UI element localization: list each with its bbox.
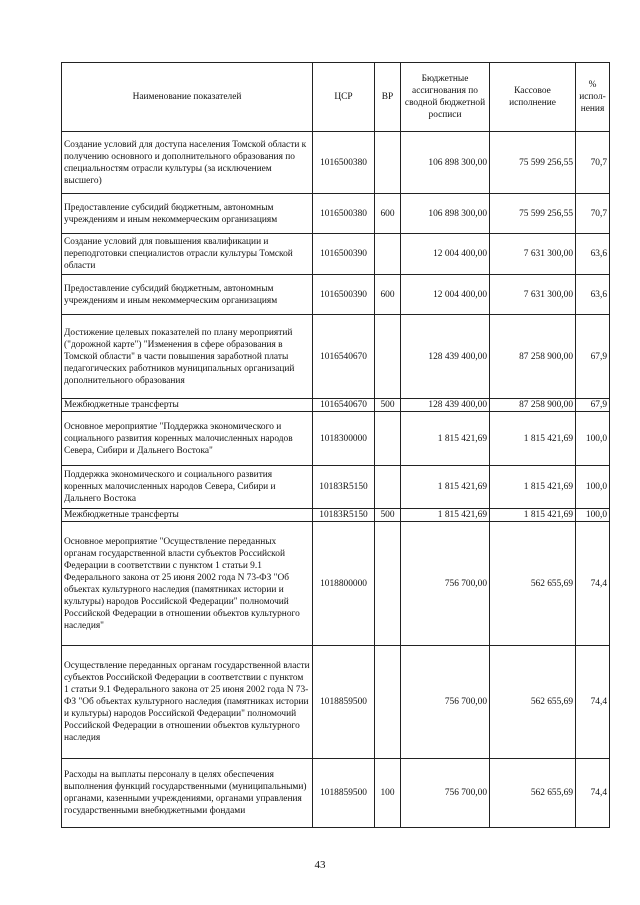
row-name: Предоставление субсидий бюджетным, автономным учреждениям и иным некоммерческим организациям	[62, 275, 313, 315]
row-vr: 100	[375, 759, 401, 828]
table-row	[62, 315, 610, 399]
row-csr: 10183R5150	[313, 509, 375, 522]
header-vr: ВР	[375, 63, 401, 132]
row-cash: 562 655,69	[490, 522, 576, 646]
row-csr: 1016500380	[313, 194, 375, 234]
row-percent: 63,6	[576, 234, 610, 275]
table-row	[62, 194, 610, 234]
table-header-row	[62, 63, 610, 132]
row-budget: 756 700,00	[401, 759, 490, 828]
row-vr	[375, 132, 401, 194]
row-budget: 128 439 400,00	[401, 399, 490, 412]
row-cash: 1 815 421,69	[490, 509, 576, 522]
header-percent: % испол-нения	[576, 63, 610, 132]
row-name: Осуществление переданных органам государственной власти субъектов Российской Федерации в соответствии с пунктом 1 статьи 9.1 Федерального закона от 25 июня 2002 года N 73-ФЗ "Об объектах культурного наследия (памятниках истории и культуры) народов Российской Федерации" полномочий Российской Федерации в отношении объектов культурного наследия	[62, 646, 313, 759]
row-percent: 70,7	[576, 194, 610, 234]
row-name: Основное мероприятие "Поддержка экономического и социального развития коренных малочисленных народов Севера, Сибири и Дальнего Востока"	[62, 412, 313, 466]
row-csr: 1018300000	[313, 412, 375, 466]
row-budget: 106 898 300,00	[401, 132, 490, 194]
row-vr	[375, 466, 401, 509]
row-budget: 1 815 421,69	[401, 412, 490, 466]
row-name: Поддержка экономического и социального развития коренных малочисленных народов Севера, Сибири и Дальнего Востока	[62, 466, 313, 509]
row-csr: 10183R5150	[313, 466, 375, 509]
row-csr: 1016540670	[313, 315, 375, 399]
row-vr: 500	[375, 509, 401, 522]
budget-execution-table	[61, 62, 610, 828]
row-name: Межбюджетные трансферты	[62, 509, 313, 522]
row-vr	[375, 234, 401, 275]
row-cash: 1 815 421,69	[490, 466, 576, 509]
row-vr	[375, 315, 401, 399]
row-cash: 75 599 256,55	[490, 132, 576, 194]
row-vr	[375, 522, 401, 646]
row-budget: 12 004 400,00	[401, 234, 490, 275]
row-percent: 67,9	[576, 315, 610, 399]
row-cash: 562 655,69	[490, 646, 576, 759]
row-name: Основное мероприятие "Осуществление переданных органам государственной власти субъектов Российской Федерации в соответствии с пунктом 1 статьи 9.1 Федерального закона от 25 июня 2002 года N 73-ФЗ "Об объектах культурного наследия (памятниках истории и культуры) народов Российской Федерации" полномочий Российской Федерации в отношении объектов культурного наследия"	[62, 522, 313, 646]
table-row	[62, 132, 610, 194]
row-vr: 500	[375, 399, 401, 412]
row-budget: 106 898 300,00	[401, 194, 490, 234]
table-row	[62, 646, 610, 759]
row-budget: 1 815 421,69	[401, 466, 490, 509]
table-row	[62, 275, 610, 315]
row-percent: 63,6	[576, 275, 610, 315]
row-budget: 12 004 400,00	[401, 275, 490, 315]
row-csr: 1016500390	[313, 234, 375, 275]
table-row	[62, 466, 610, 509]
table-row	[62, 522, 610, 646]
row-csr: 1018800000	[313, 522, 375, 646]
header-budget: Бюджетные ассигнования по сводной бюджетной росписи	[401, 63, 490, 132]
row-vr	[375, 412, 401, 466]
row-percent: 74,4	[576, 522, 610, 646]
table-row	[62, 399, 610, 412]
row-percent: 100,0	[576, 466, 610, 509]
row-name: Межбюджетные трансферты	[62, 399, 313, 412]
header-csr: ЦСР	[313, 63, 375, 132]
row-cash: 87 258 900,00	[490, 399, 576, 412]
row-budget: 128 439 400,00	[401, 315, 490, 399]
table-row	[62, 759, 610, 828]
row-name: Создание условий для повышения квалификации и переподготовки специалистов отрасли культуры Томской области	[62, 234, 313, 275]
row-percent: 67,9	[576, 399, 610, 412]
row-name: Расходы на выплаты персоналу в целях обеспечения выполнения функций государственными (муниципальными) органами, казенными учреждениями, органами управления государственными внебюджетными фондами	[62, 759, 313, 828]
row-percent: 74,4	[576, 646, 610, 759]
row-cash: 562 655,69	[490, 759, 576, 828]
row-csr: 1016500380	[313, 132, 375, 194]
row-vr: 600	[375, 194, 401, 234]
row-vr: 600	[375, 275, 401, 315]
header-cash: Кассовое исполнение	[490, 63, 576, 132]
row-budget: 756 700,00	[401, 646, 490, 759]
row-cash: 75 599 256,55	[490, 194, 576, 234]
table-row	[62, 234, 610, 275]
row-csr: 1018859500	[313, 759, 375, 828]
row-vr	[375, 646, 401, 759]
row-name: Создание условий для доступа населения Томской области к получению основного и дополнительного образования по специальностям отрасли культуры (за исключением высшего)	[62, 132, 313, 194]
row-csr: 1016500390	[313, 275, 375, 315]
row-percent: 74,4	[576, 759, 610, 828]
row-name: Достижение целевых показателей по плану мероприятий ("дорожной карте") "Изменения в сфере образования в Томской области" в части повышения заработной платы педагогических работников муниципальных организаций дополнительного образования	[62, 315, 313, 399]
page-number: 43	[314, 859, 326, 871]
row-cash: 87 258 900,00	[490, 315, 576, 399]
row-percent: 100,0	[576, 412, 610, 466]
row-cash: 1 815 421,69	[490, 412, 576, 466]
table-row	[62, 412, 610, 466]
row-percent: 100,0	[576, 509, 610, 522]
table-row	[62, 509, 610, 522]
row-budget: 756 700,00	[401, 522, 490, 646]
row-cash: 7 631 300,00	[490, 234, 576, 275]
row-name: Предоставление субсидий бюджетным, автономным учреждениям и иным некоммерческим организациям	[62, 194, 313, 234]
row-percent: 70,7	[576, 132, 610, 194]
header-name: Наименование показателей	[62, 63, 313, 132]
row-budget: 1 815 421,69	[401, 509, 490, 522]
row-csr: 1018859500	[313, 646, 375, 759]
row-cash: 7 631 300,00	[490, 275, 576, 315]
row-csr: 1016540670	[313, 399, 375, 412]
